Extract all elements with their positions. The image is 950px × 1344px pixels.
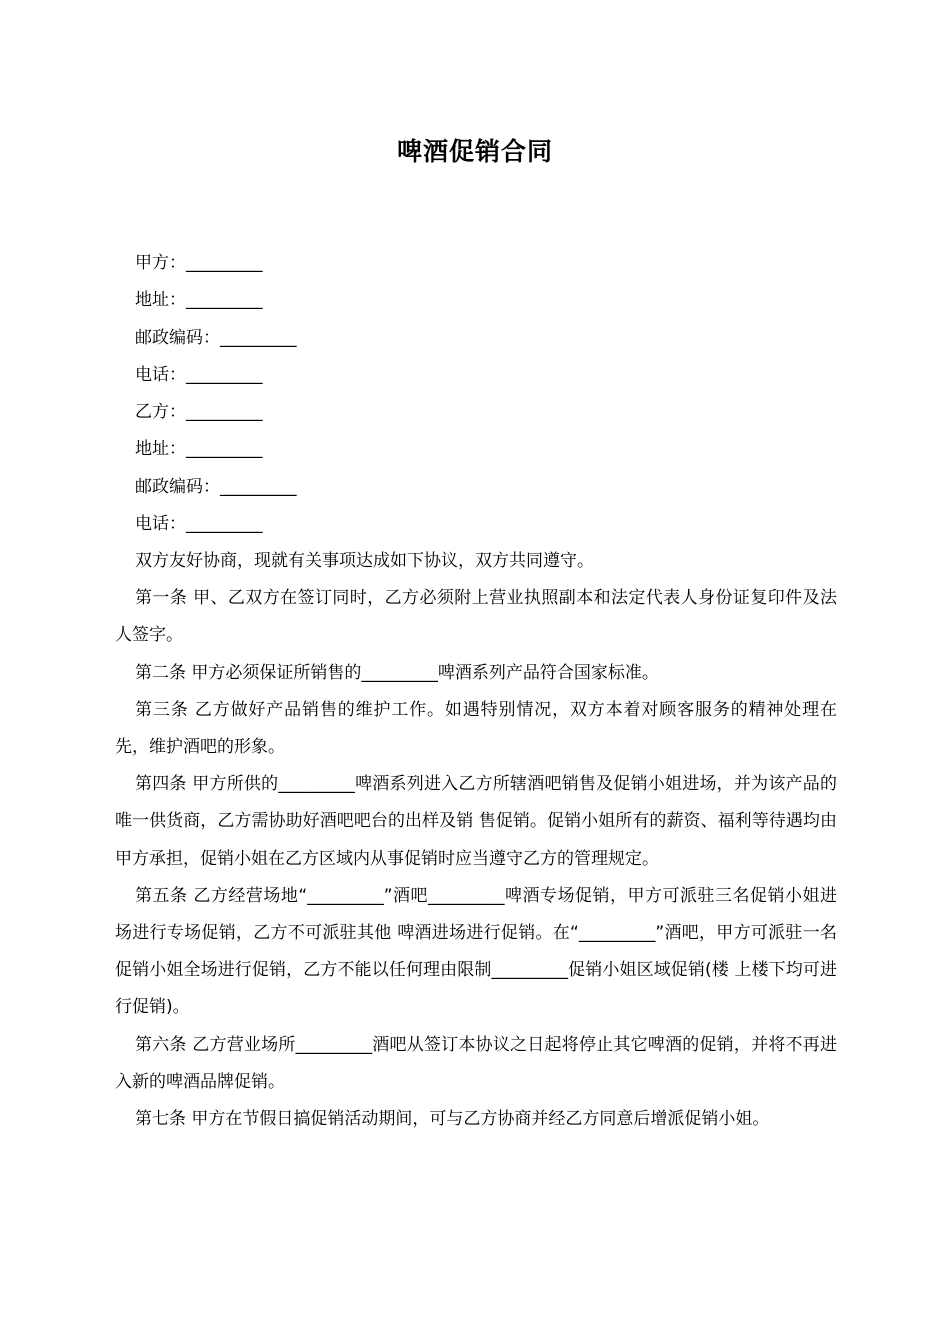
party-a-phone: 电话：_________: [135, 365, 263, 385]
party-a-name: 甲方：_________: [135, 253, 263, 273]
contract-body: [115, 543, 837, 1138]
article-3: 第三条 乙方做好产品销售的维护工作。如遇特别情况，双方本着对顾客服务的精神处理在先，维护酒吧的形象。: [115, 699, 837, 758]
party-a-address: 地址：_________: [135, 290, 263, 310]
article-5: 第五条 乙方经营场地“_________”酒吧_________啤酒专场促销，甲方可派驻三名促销小姐进场进行专场促销，乙方不可派驻其他 啤酒进场进行促销。在“_________”酒吧，甲方可派驻一名促销小姐全场进行促销，乙方不能以任何理由限制_________促销小姐区域促销(楼 上楼下均可进行促销)。: [115, 885, 837, 1018]
party-b-postcode: 邮政编码：_________: [135, 477, 297, 497]
article-7: 第七条 甲方在节假日搞促销活动期间，可与乙方协商并经乙方同意后增派促销小姐。: [135, 1109, 770, 1130]
article-6: 第六条 乙方营业场所_________酒吧从签订本协议之日起将停止其它啤酒的促销，并将不再进入新的啤酒品牌促销。: [115, 1034, 837, 1092]
article-1: 第一条 甲、乙双方在签订同时，乙方必须附上营业执照副本和法定代表人身份证复印件及法人签字。: [115, 588, 837, 646]
article-4: 第四条 甲方所供的_________啤酒系列进入乙方所辖酒吧销售及促销小姐进场，并为该产品的唯一供货商，乙方需协助好酒吧吧台的出样及销 售促销。促销小姐所有的薪资、福利等待遇均由甲方承担，促销小姐在乙方区域内从事促销时应当遵守乙方的管理规定。: [115, 774, 837, 869]
party-b-address: 地址：_________: [135, 439, 263, 459]
party-b-name: 乙方：_________: [135, 402, 263, 422]
article-2: 第二条 甲方必须保证所销售的_________啤酒系列产品符合国家标准。: [135, 662, 659, 683]
party-b-phone: 电话：_________: [135, 514, 263, 534]
party-a-postcode: 邮政编码：_________: [135, 328, 297, 348]
intro-paragraph: 双方友好协商，现就有关事项达成如下协议，双方共同遵守。: [135, 551, 594, 571]
document-title: 啤酒促销合同: [396, 137, 553, 166]
